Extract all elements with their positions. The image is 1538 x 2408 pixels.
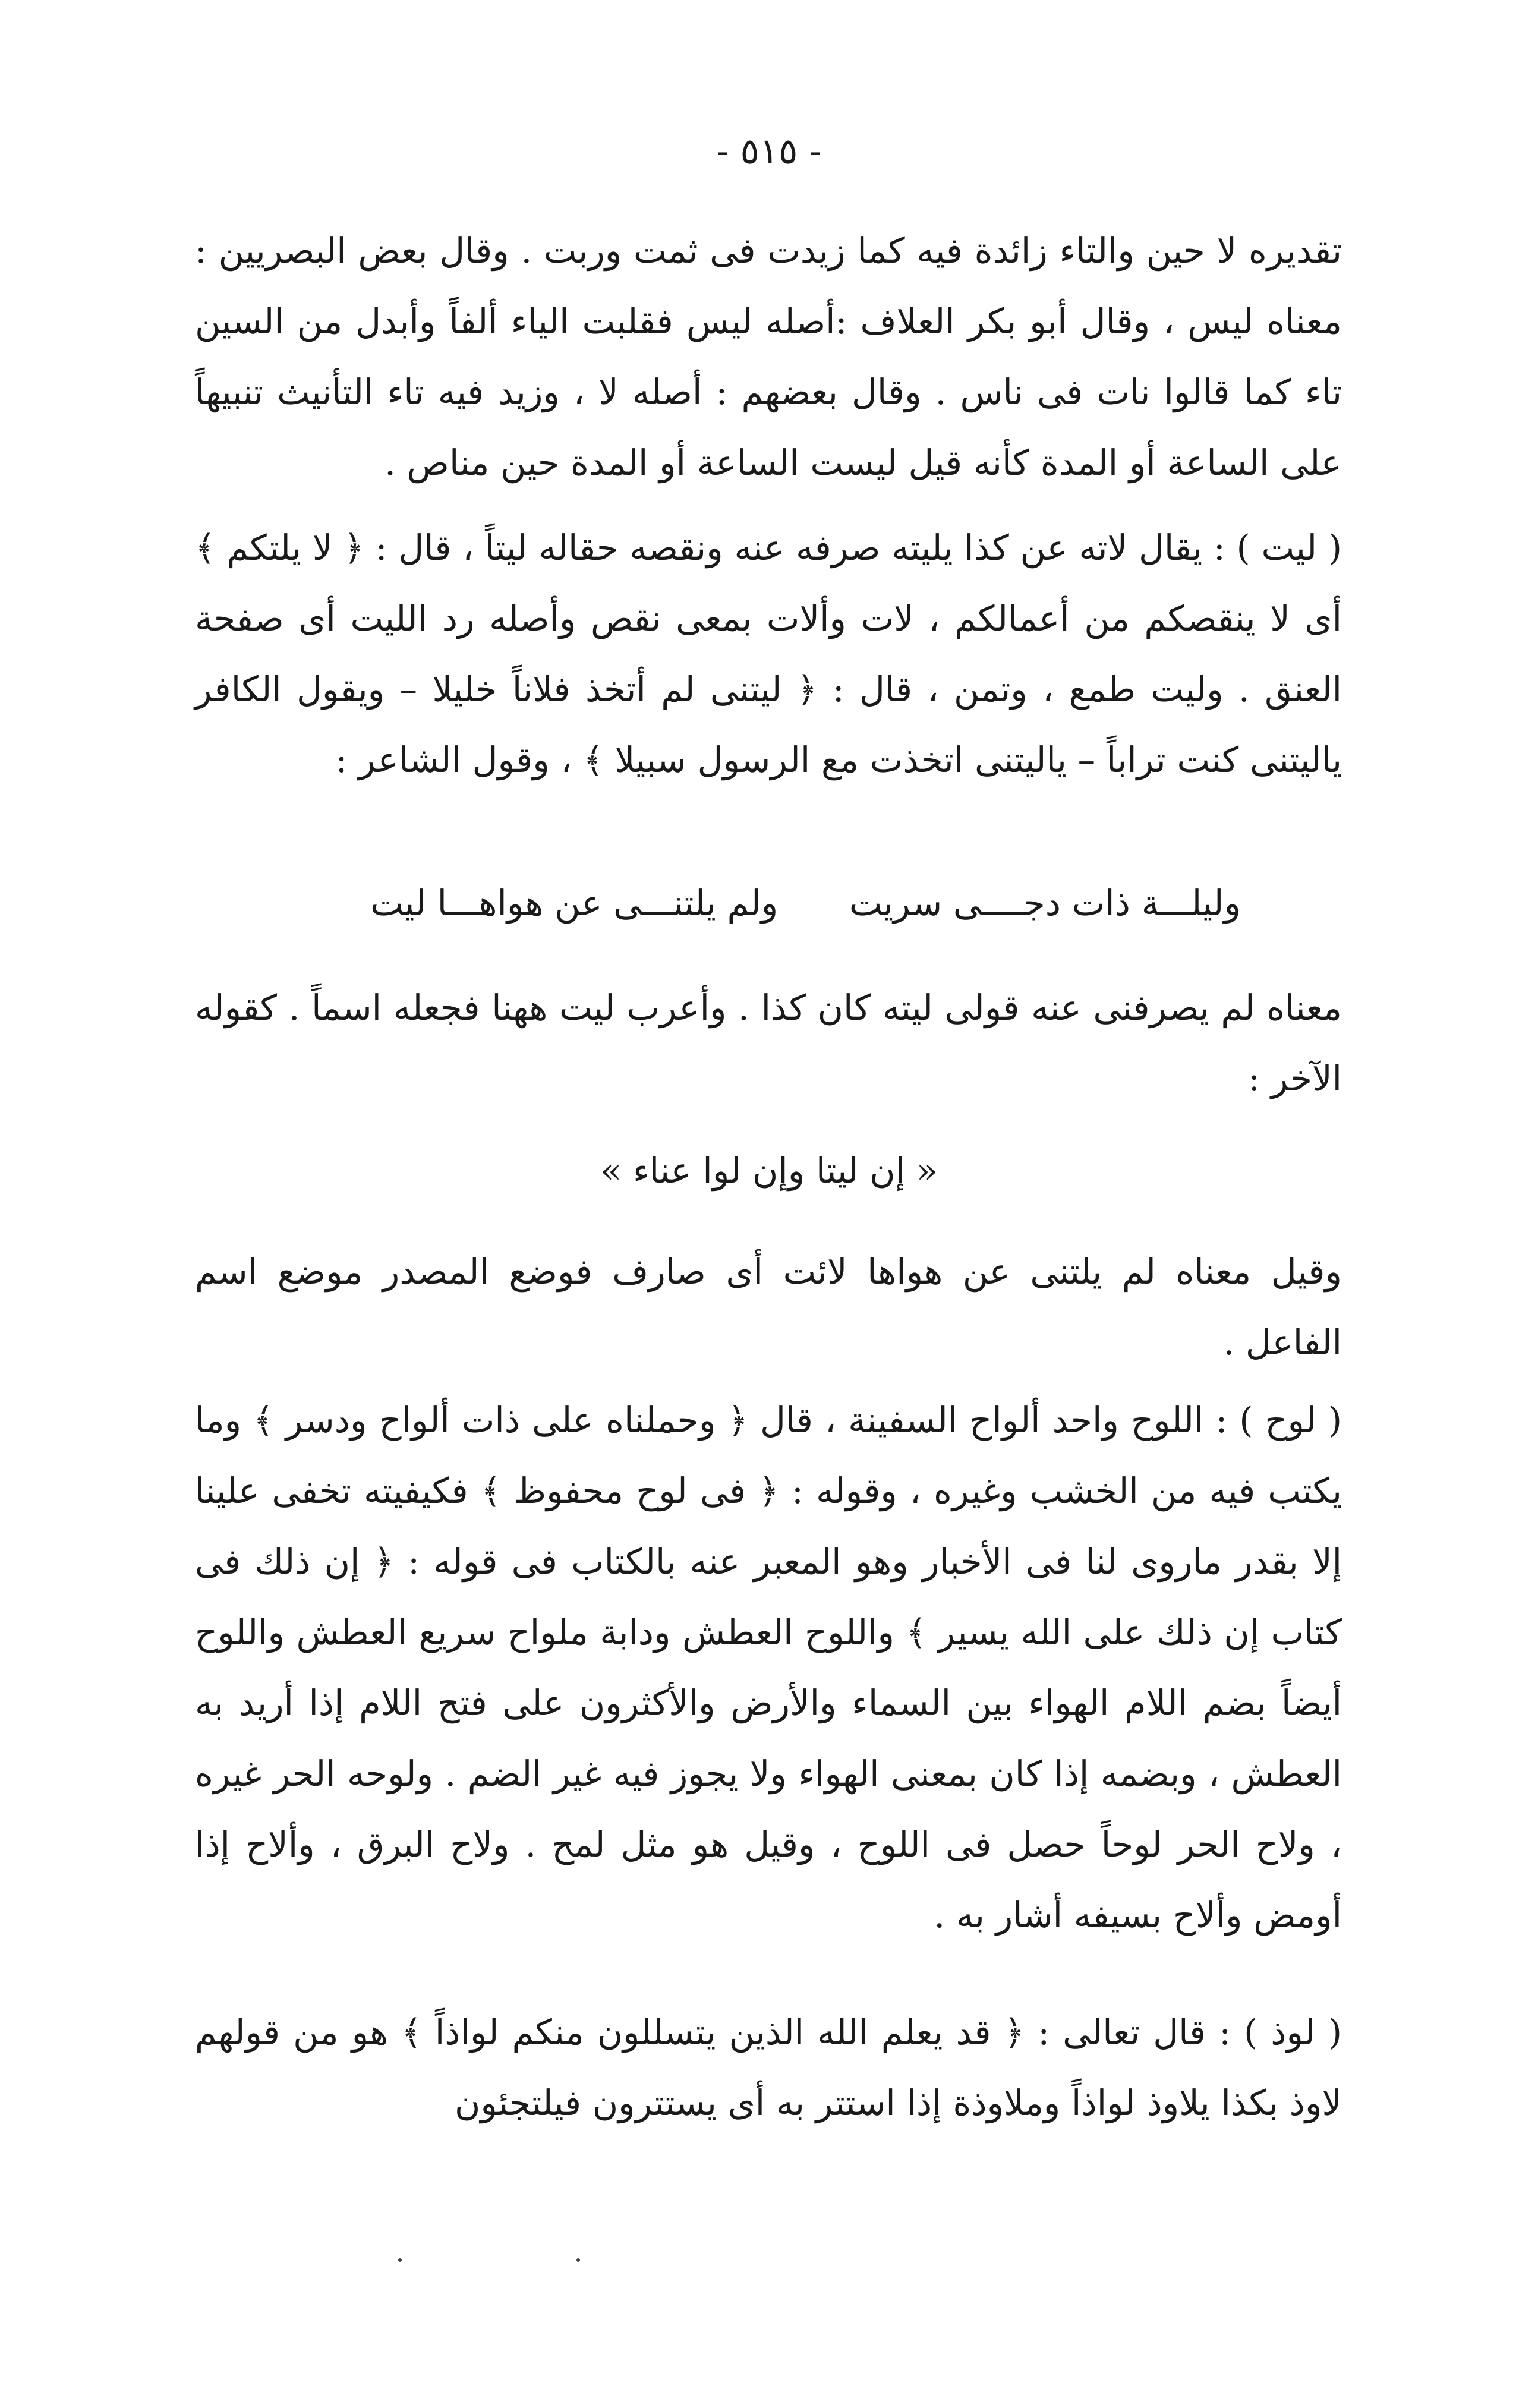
verse-first-hemistich: وليلـــة ذات دجــــى سريت xyxy=(849,882,1241,924)
paragraph-entry-lawh: ( لوح ) : اللوح واحد ألواح السفينة ، قال ﴿ وحملناه على ذات ألواح ودسر ﴾ وما يكتب فيه من الخشب وغيره ، وقوله : ﴿ فى لوح محفوظ ﴾ فكيفيته تخفى علينا إلا بقدر ماروى لنا فى الأخبار وهو المعبر عنه بالكتاب فى قوله : ﴿ إن ذلك فى كتاب إن ذلك على الله يسير ﴾ واللوح العطش ودابة ملواح سريع العطش واللوح أيضاً بضم اللام الهواء بين السماء والأرض والأكثرون على فتح اللام إذا أريد به العطش ، وبضمه إذا كان بمعنى الهواء ولا يجوز فيه غير الضم . ولوحه الحر غيره ، ولاح الحر لوحاً حصل فى اللوح ، وقيل هو مثل لمح . ولاح البرق ، وألاح إذا أومض وألاح بسيفه أشار به . xyxy=(195,1400,1342,1936)
paragraph-lat-continuation: تقديره لا حين والتاء زائدة فيه كما زيدت فى ثمت وربت . وقال بعض البصريين : معناه ليس ، وقال أبو بكر العلاف :أصله ليس فقلبت الياء ألفاً وأبدل من السين تاء كما قالوا نات فى ناس . وقال بعضهم : أصله لا ، وزيد فيه تاء التأنيث تنبيهاً على الساعة أو المدة كأنه قيل ليست الساعة أو المدة حين مناص . xyxy=(195,230,1342,483)
page-number: - ٥١٥ - xyxy=(717,131,821,172)
print-mark xyxy=(398,2258,402,2262)
paragraph-verse-explanation: معناه لم يصرفنى عنه قولى ليته كان كذا . وأعرب ليت ههنا فجعله اسماً . كقوله الآخر : xyxy=(195,987,1342,1099)
quoted-half-verse: « إن ليتا وإن لوا عناء » xyxy=(600,1150,938,1191)
paragraph-alternative-meaning: وقيل معناه لم يلتنى عن هواها لائت أى صارف فوضع المصدر موضع اسم الفاعل . xyxy=(195,1251,1342,1363)
paragraph-entry-layt: ( ليت ) : يقال لاته عن كذا يليته صرفه عنه ونقصه حقاله ليتاً ، قال : ﴿ لا يلتكم ﴾ أى لا ينقصكم من أعمالكم ، لات وألات بمعى نقص وأصله رد الليت أى صفحة العنق . وليت طمع ، وتمن ، قال : ﴿ ليتنى لم أتخذ فلاناً خليلا – ويقول الكافر ياليتنى كنت تراباً – ياليتنى اتخذت مع الرسول سبيلا ﴾ ، وقول الشاعر : xyxy=(195,527,1342,780)
poetry-verse xyxy=(290,874,1241,933)
verse-second-hemistich: ولم يلتنـــى عن هواهـــا ليت xyxy=(370,882,779,924)
print-mark xyxy=(576,2258,580,2262)
paragraph-entry-lawdh: ( لوذ ) : قال تعالى : ﴿ قد يعلم الله الذين يتسللون منكم لواذاً ﴾ هو من قولهم لاوذ بكذا يلاوذ لواذاً وملاوذة إذا استتر به أى يستترون فيلتجئون xyxy=(195,2012,1342,2123)
bottom-print-marks xyxy=(398,2258,594,2262)
